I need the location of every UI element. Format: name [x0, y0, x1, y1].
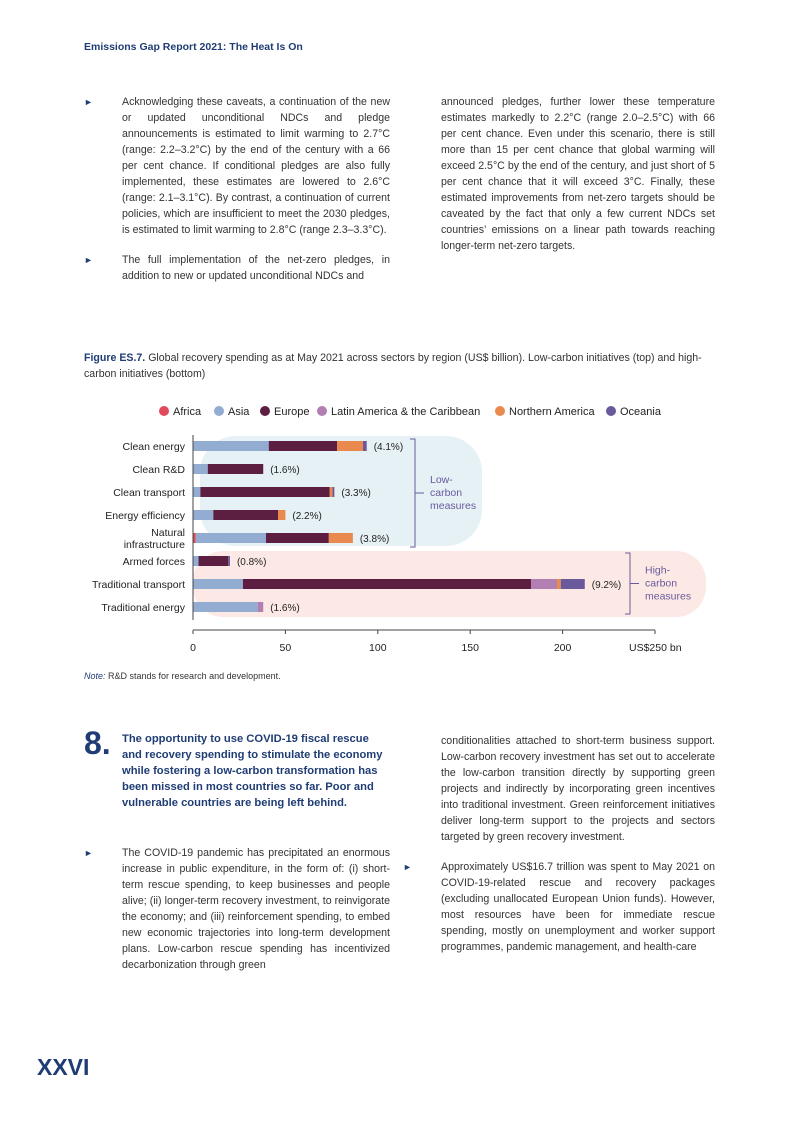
x-tick-label: 50 — [279, 642, 292, 654]
bullet-arrow-icon: ► — [84, 97, 93, 107]
bar-percent-label: (2.2%) — [292, 511, 322, 522]
x-tick-label: US$250 bn — [629, 642, 682, 654]
bar-segment — [193, 441, 269, 451]
top-right-column — [441, 94, 715, 254]
bar-segment — [193, 464, 208, 474]
bar-percent-label: (1.6%) — [270, 465, 300, 476]
bar-segment — [363, 441, 367, 451]
category-label: Natural — [151, 527, 185, 539]
figure-caption-text: Global recovery spending as at May 2021 across sectors by region (US$ billion). Low-carbon initiatives (top) and high-carbon initiatives (bottom) — [84, 352, 702, 380]
legend-label: Northern America — [509, 406, 595, 418]
low-carbon-group-label: Low- — [430, 474, 453, 486]
legend-swatch — [260, 406, 270, 416]
bullet-arrow-icon: ► — [84, 848, 93, 858]
bar-segment — [258, 602, 264, 612]
legend-label: Africa — [173, 406, 202, 418]
bar-segment — [228, 556, 230, 566]
bar-segment — [213, 510, 278, 520]
bar-segment — [561, 579, 585, 589]
category-label: Traditional energy — [101, 602, 185, 614]
bar-segment — [193, 487, 200, 497]
category-label: Traditional transport — [92, 579, 185, 591]
bar-segment — [199, 556, 229, 566]
high-carbon-group-label: carbon — [645, 577, 678, 590]
bottom-right-column — [403, 733, 715, 969]
bullet-arrow-icon: ► — [403, 862, 412, 872]
bar-segment — [333, 487, 335, 497]
bottom-left-column — [84, 845, 390, 987]
bar-percent-label: (0.8%) — [236, 557, 267, 568]
category-label: infrastructure — [123, 539, 185, 551]
bar-segment — [330, 487, 333, 497]
bar-percent-label: (3.3%) — [341, 488, 371, 499]
bullet-arrow-icon: ► — [84, 255, 93, 265]
bar-segment — [243, 579, 531, 589]
bar-segment — [196, 533, 266, 543]
bar-segment — [531, 579, 557, 589]
legend-swatch — [159, 406, 169, 416]
low-carbon-group-label: measures — [430, 500, 477, 512]
legend-label: Asia — [228, 406, 250, 418]
x-tick-label: 150 — [461, 642, 479, 654]
top-bullet-2 — [84, 252, 390, 284]
category-label: Clean R&D — [132, 464, 185, 476]
recovery-spending-chart — [0, 395, 793, 665]
legend-label: Latin America & the Caribbean — [331, 406, 481, 418]
note-text: R&D stands for research and development. — [108, 671, 281, 681]
bar-segment — [193, 510, 213, 520]
section-number: 8. — [84, 725, 111, 761]
top-right-text: announced pledges, further lower these temperature estimates markedly to 2.2°C (range 2.0–2.5°C) with 66 per cent chance. Even under this scenario, there is still more than 15 per cent chance that global warming will exceed 2.5°C by the end of the century, and just short of 5 per cent chance that it will exceed 3°C. Finally, these estimated improvements from net-zero targets should be caveated by the fact that only a few current NDCs set countries’ emissions on a linear path towards reaching longer-term net-zero targets. — [441, 96, 715, 252]
legend-swatch — [317, 406, 327, 416]
legend-label: Europe — [274, 406, 310, 418]
bar-segment — [200, 487, 329, 497]
bottom-right-text: conditionalities attached to short-term business support. Low-carbon recovery investment has set out to accelerate the low-carbon transition directly by supporting green projects and indirectly by incorporating green incentives into traditional investment. Green reinforcement initiatives deliver long-term support to the projects and sectors targeted by green recovery investment. — [441, 735, 715, 843]
bar-segment — [208, 464, 263, 474]
bar-percent-label: (9.2%) — [591, 580, 622, 591]
low-carbon-group-label: carbon — [430, 487, 463, 499]
bar-segment — [266, 533, 329, 543]
legend-swatch — [214, 406, 224, 416]
bar-percent-label: (4.1%) — [373, 442, 404, 453]
category-label: Clean energy — [122, 441, 185, 453]
category-label: Armed forces — [122, 556, 185, 568]
top-left-column — [84, 94, 390, 298]
bar-segment — [337, 441, 363, 451]
bar-segment — [278, 510, 285, 520]
legend-swatch — [495, 406, 505, 416]
bottom-bullet-1 — [84, 845, 390, 973]
bar-percent-label: (3.8%) — [359, 534, 390, 545]
category-label: Clean transport — [113, 487, 185, 499]
bottom-bullet-2-text: Approximately US$16.7 trillion was spent to May 2021 on COVID-19-related rescue and recovery packages (excluding unallocated European Union funds). However, most resources have been for immediate rescue spending, mostly on unemployment and worker support programmes, pandemic management, and health-care — [441, 861, 715, 953]
bottom-bullet-2 — [403, 859, 715, 955]
bar-segment — [329, 533, 353, 543]
section-8 — [84, 725, 390, 811]
page-number: XXVI — [37, 1054, 90, 1080]
section-heading: The opportunity to use COVID-19 fiscal rescue and recovery spending to stimulate the economy while fostering a low-carbon transformation has been missed in most countries so far. Poor and vulnerable countries are being left behind. — [122, 733, 383, 809]
running-header: Emissions Gap Report 2021: The Heat Is On — [84, 41, 303, 53]
legend-label: Oceania — [620, 406, 661, 418]
figure-label: Figure ES.7. — [84, 352, 146, 364]
high-carbon-group-label: measures — [645, 590, 692, 603]
top-bullet-2-text: The full implementation of the net-zero pledges, in addition to new or updated unconditional NDCs and — [122, 254, 390, 282]
top-bullet-1-text: Acknowledging these caveats, a continuation of the new or updated unconditional NDCs and pledge announcements is estimated to limit warming to 2.7°C (range: 2.2–3.2°C) by the end of the century with a 66 per cent chance. If conditional pledges are also fully implemented, these estimates are lowered to 2.6°C (range: 2.1–3.1°C). By contrast, a continuation of current policies, which are insufficient to meet the 2030 pledges, is estimated to limit warming to 2.8°C (range 2.3–3.3°C). — [122, 96, 390, 236]
bar-segment — [193, 556, 199, 566]
bottom-bullet-1-text: The COVID-19 pandemic has precipitated an enormous increase in public expenditure, in the form of: (i) short-term rescue spending, to keep businesses and people alive; (ii) longer-term recovery investment, to reinvigorate the economy; and (iii) reinforcement spending, to embed new economic trajectories into long-term development plans. Low-carbon rescue spending has incentivized decarbonization through green — [122, 847, 390, 971]
note-label: Note: — [84, 671, 106, 681]
x-tick-label: 100 — [369, 642, 387, 654]
category-label: Energy efficiency — [105, 510, 185, 522]
x-tick-label: 200 — [553, 642, 572, 654]
x-tick-label: 0 — [190, 642, 196, 654]
figure-caption — [84, 350, 714, 382]
legend-swatch — [606, 406, 616, 416]
bar-segment — [557, 579, 561, 589]
high-carbon-group-label: High- — [645, 564, 671, 577]
bar-segment — [193, 579, 243, 589]
top-bullet-1 — [84, 94, 390, 238]
bar-segment — [193, 602, 258, 612]
figure-note — [84, 671, 281, 681]
bar-percent-label: (1.6%) — [270, 603, 300, 614]
bar-segment — [269, 441, 337, 451]
